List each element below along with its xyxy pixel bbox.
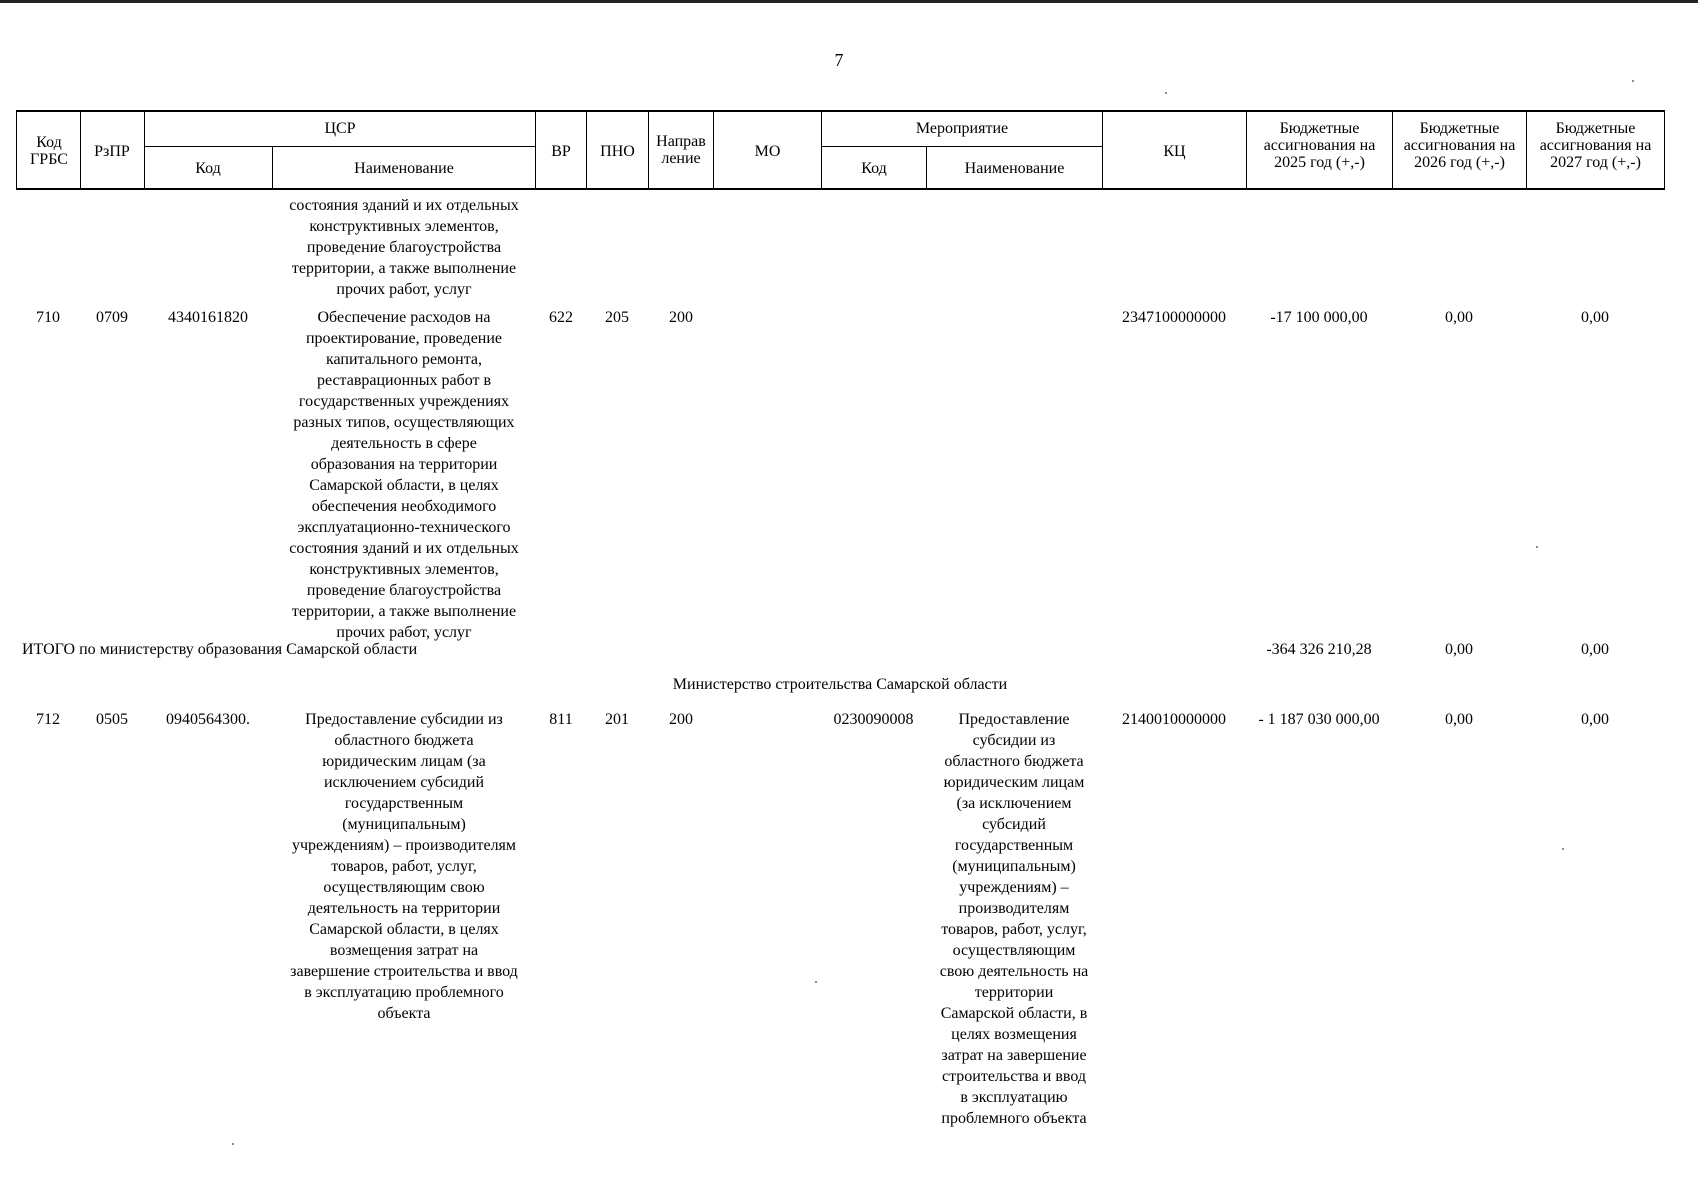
cell-grbs: 710 [36, 309, 60, 326]
col-rule [648, 110, 649, 190]
text-line: эксплуатационно-технического [297, 519, 511, 536]
cell-vr: 811 [549, 711, 573, 728]
col-rule [16, 110, 17, 190]
header-rzpr: РзПР [94, 143, 130, 160]
text-line: разных типов, осуществляющих [293, 414, 515, 431]
text-line: (муниципальным) [342, 816, 466, 833]
text-line: (за исключением [956, 795, 1072, 812]
total-budget-2025: -364 326 210,28 [1266, 641, 1372, 658]
col-rule [926, 147, 927, 190]
header-kc: КЦ [1163, 143, 1186, 160]
text-line: проектирование, проведение [305, 330, 503, 347]
text-line: деятельность на территории [307, 900, 501, 917]
text-line: осуществляющим [952, 942, 1076, 959]
text-line: конструктивных элементов, [309, 218, 499, 235]
text-line: Обеспечение расходов на [317, 309, 491, 326]
text-line: юридическим лицам (за [322, 753, 486, 770]
col-rule [535, 110, 536, 190]
col-rule [1526, 110, 1527, 190]
text-line: областного бюджета [944, 753, 1084, 770]
text-line: конструктивных элементов, [309, 561, 499, 578]
cell-csr-name [272, 709, 536, 1024]
scan-speck [815, 981, 817, 983]
text-line: государственных учреждениях [298, 393, 510, 410]
col-rule [80, 110, 81, 190]
csr-sub-rule [144, 146, 535, 147]
header-kod-grbs: Код ГРБС [30, 134, 68, 168]
text-line: территории, а также выполнение [291, 603, 517, 620]
text-line: проведение благоустройства [306, 582, 502, 599]
header-csr: ЦСР [324, 120, 356, 137]
text-line: Самарской области, в целях [309, 477, 499, 494]
col-rule [713, 110, 714, 190]
col-rule [586, 110, 587, 190]
text-line: затрат на завершение [941, 1047, 1087, 1064]
scan-speck [232, 1143, 234, 1145]
text-line: учреждениям) – производителям [291, 837, 517, 854]
col-rule [272, 147, 273, 190]
total-label: ИТОГО по министерству образования Самарской области [22, 641, 418, 658]
header-pno: ПНО [600, 143, 635, 160]
cell-rzpr: 0709 [96, 309, 128, 326]
text-line: исключением субсидий [323, 774, 484, 791]
header-meropriyatie: Мероприятие [915, 120, 1009, 137]
cell-napravlenie: 200 [669, 711, 693, 728]
text-line: проблемного объекта [941, 1110, 1087, 1127]
header-bottom-rule [16, 188, 1665, 190]
cell-pno: 201 [605, 711, 629, 728]
col-rule [144, 110, 145, 190]
cell-budget-2026: 0,00 [1445, 711, 1473, 728]
text-line: деятельность в сфере [331, 435, 477, 452]
text-line: в эксплуатацию [960, 1089, 1068, 1106]
text-line: субсидии из [972, 732, 1056, 749]
text-line: учреждениям) – [959, 879, 1069, 896]
text-line: строительства и ввод [941, 1068, 1086, 1085]
text-line: территории [974, 984, 1054, 1001]
header-napravlenie: Направ ление [656, 133, 706, 167]
cell-csr-name [272, 307, 536, 643]
col-rule [1392, 110, 1393, 190]
page-number: 7 [834, 50, 844, 70]
text-line: производителям [958, 900, 1070, 917]
mer-sub-rule [821, 146, 1102, 147]
header-budget-2027: Бюджетные ассигнования на 2027 год (+,-) [1539, 120, 1652, 171]
cell-kc: 2347100000000 [1122, 309, 1226, 326]
header-csr-name: Наименование [354, 160, 454, 177]
header-mer-kod: Код [861, 160, 887, 177]
cell-kc: 2140010000000 [1122, 711, 1226, 728]
header-csr-kod: Код [195, 160, 221, 177]
scan-speck [1536, 546, 1538, 548]
header-top-rule [16, 110, 1665, 112]
text-line: прочих работ, услуг [336, 624, 472, 641]
scan-top-edge [0, 0, 1698, 3]
text-line: Самарской области, в [940, 1005, 1088, 1022]
text-line: прочих работ, услуг [336, 281, 472, 298]
ministry-title: Министерство строительства Самарской области [672, 676, 1008, 693]
cell-budget-2027: 0,00 [1581, 711, 1609, 728]
text-line: целях возмещения [951, 1026, 1077, 1043]
text-line: товаров, работ, услуг, [331, 858, 477, 875]
text-line: в эксплуатацию проблемного [304, 984, 504, 1001]
text-line: осуществляющим свою [323, 879, 485, 896]
continued-name-cell [272, 195, 536, 300]
col-rule [1664, 110, 1665, 190]
cell-grbs: 712 [36, 711, 60, 728]
cell-mer-kod: 0230090008 [833, 711, 914, 728]
header-mer-name: Наименование [964, 160, 1065, 177]
text-line: областного бюджета [334, 732, 474, 749]
cell-pno: 205 [605, 309, 629, 326]
total-budget-2026: 0,00 [1445, 641, 1473, 658]
text-line: завершение строительства и ввод [290, 963, 518, 980]
text-line: реставрационных работ в [316, 372, 492, 389]
cell-vr: 622 [549, 309, 573, 326]
cell-csr-kod: 0940564300. [166, 711, 250, 728]
cell-rzpr: 0505 [96, 711, 128, 728]
cell-mer-name [926, 709, 1102, 1129]
text-line: Предоставление субсидии из [305, 711, 503, 728]
cell-budget-2026: 0,00 [1445, 309, 1473, 326]
text-line: свою деятельность на [939, 963, 1089, 980]
text-line: Предоставление [958, 711, 1070, 728]
text-line: Самарской области, в целях [309, 921, 499, 938]
text-line: образования на территории [310, 456, 498, 473]
cell-napravlenie: 200 [669, 309, 693, 326]
text-line: объекта [377, 1005, 431, 1022]
header-budget-2026: Бюджетные ассигнования на 2026 год (+,-) [1403, 120, 1516, 171]
text-line: товаров, работ, услуг, [941, 921, 1087, 938]
header-mo: МО [754, 143, 781, 160]
cell-budget-2027: 0,00 [1581, 309, 1609, 326]
col-rule [821, 110, 822, 190]
text-line: обеспечения необходимого [311, 498, 497, 515]
text-line: состояния зданий и их отдельных [289, 540, 519, 557]
text-line: состояния зданий и их отдельных [289, 197, 519, 214]
scan-speck [1165, 92, 1167, 94]
text-line: (муниципальным) [952, 858, 1076, 875]
cell-budget-2025: -17 100 000,00 [1270, 309, 1368, 326]
header-budget-2025: Бюджетные ассигнования на 2025 год (+,-) [1263, 120, 1376, 171]
text-line: территории, а также выполнение [291, 260, 517, 277]
text-line: государственным [344, 795, 464, 812]
scan-speck [1562, 848, 1564, 850]
text-line: проведение благоустройства [306, 239, 502, 256]
total-budget-2027: 0,00 [1581, 641, 1609, 658]
text-line: юридическим лицам [943, 774, 1085, 791]
col-rule [1102, 110, 1103, 190]
text-line: капитального ремонта, [325, 351, 483, 368]
header-vr: ВР [551, 143, 571, 160]
cell-budget-2025: - 1 187 030 000,00 [1258, 711, 1380, 728]
scan-speck [1632, 80, 1634, 82]
text-line: субсидий [982, 816, 1046, 833]
text-line: возмещения затрат на [329, 942, 479, 959]
cell-csr-kod: 4340161820 [168, 309, 248, 326]
text-line: государственным [954, 837, 1074, 854]
col-rule [1246, 110, 1247, 190]
